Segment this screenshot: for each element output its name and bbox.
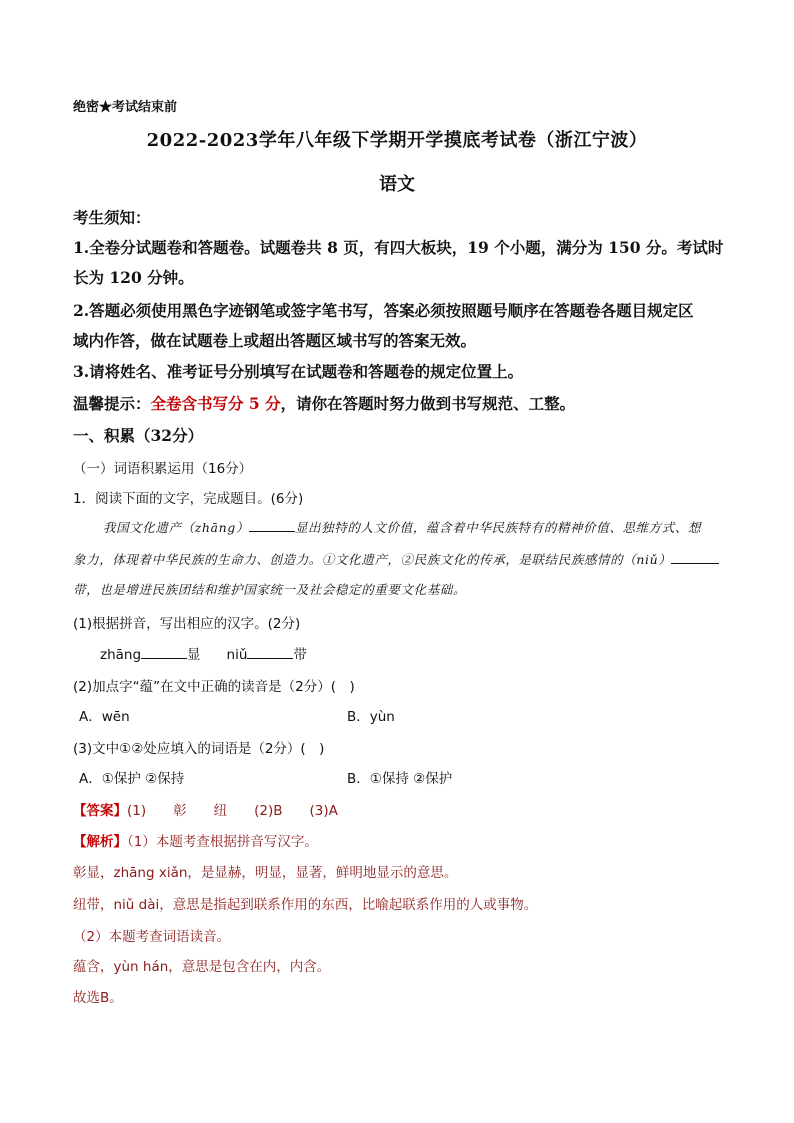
blank-zhang bbox=[249, 519, 295, 532]
pinyin-niu: niǔ bbox=[226, 647, 248, 663]
char-dai: 带 bbox=[293, 647, 307, 663]
analysis-zhangxian: 彰显，zhāng xiǎn，是显赫，明显，显著，鲜明地显示的意思。 bbox=[73, 865, 458, 881]
notice-item-1-line-2: 长为 120 分钟。 bbox=[73, 268, 194, 287]
notice-heading: 考生须知： bbox=[73, 208, 151, 227]
blank-niu bbox=[671, 551, 719, 564]
passage-line-2-a: 象力，体现着中华民族的生命力、创造力。 bbox=[73, 552, 322, 567]
analysis-line bbox=[73, 830, 318, 850]
passage-line-2-b: 文化遗产， bbox=[335, 552, 401, 567]
answer-line bbox=[73, 799, 338, 819]
warm-tip bbox=[73, 392, 575, 414]
sub-section-heading: （一）词语积累运用（16分） bbox=[73, 461, 253, 477]
circle-mark-2: ② bbox=[400, 552, 414, 567]
answer-blank-1 bbox=[141, 646, 187, 659]
sub-question-3-option-a: A．①保护 ②保持 bbox=[79, 771, 185, 787]
analysis-yunhan: 蕴含，yùn hán，意思是包含在内，内含。 bbox=[73, 959, 331, 975]
pinyin-zhang: zhāng bbox=[100, 647, 142, 663]
sub-question-3-option-b: B．①保持 ②保护 bbox=[347, 771, 453, 787]
analysis-intro: （1）本题考查根据拼音写汉字。 bbox=[127, 834, 318, 850]
sub-question-3: (3)文中①②处应填入的词语是（2分）( ) bbox=[73, 741, 325, 757]
analysis-niudai: 纽带，niǔ dài，意思是指起到联系作用的东西，比喻起联系作用的人或事物。 bbox=[73, 897, 538, 913]
secret-mark: 绝密★考试结束前 bbox=[73, 100, 178, 115]
question-1-stem: 1．阅读下面的文字，完成题目。(6分) bbox=[73, 491, 304, 507]
notice-item-2-line-1: 2.答题必须使用黑色字迹钢笔或签字笔书写，答案必须按照题号顺序在答题卷各题目规定区 bbox=[73, 301, 694, 320]
passage-line-1 bbox=[103, 518, 701, 536]
circle-mark-1: ① bbox=[321, 552, 336, 567]
passage-line-2-c: 民族文化的传承，是联结民族感情的（niǔ） bbox=[413, 552, 672, 567]
sub-question-2: (2)加点字“蕴”在文中正确的读音是（2分）( ) bbox=[73, 679, 355, 695]
passage-line-1-a: 我国文化遗产（zhāng） bbox=[103, 520, 249, 535]
sub-question-1-blanks bbox=[100, 643, 307, 663]
warm-tip-prefix: 温馨提示： bbox=[73, 394, 151, 413]
notice-item-1-line-1: 1.全卷分试题卷和答题卷。试题卷共 8 页，有四大板块，19 个小题，满分为 150 分。考试时 bbox=[73, 238, 724, 257]
exam-title: 2022-2023学年八年级下学期开学摸底考试卷（浙江宁波） bbox=[146, 130, 648, 151]
answer-values: (1) 彰 纽 (2)B (3)A bbox=[127, 803, 338, 819]
subject-title: 语文 bbox=[379, 174, 415, 195]
analysis-label: 【解析】 bbox=[73, 834, 127, 850]
notice-item-2-line-2: 域内作答，做在试题卷上或超出答题区域书写的答案无效。 bbox=[73, 331, 477, 350]
analysis-conclusion: 故选B。 bbox=[73, 990, 123, 1006]
passage-line-3: 带，也是增进民族团结和维护国家统一及社会稳定的重要文化基础。 bbox=[73, 582, 467, 597]
answer-blank-2 bbox=[247, 646, 293, 659]
sub-question-1: (1)根据拼音，写出相应的汉字。(2分) bbox=[73, 616, 301, 632]
passage-line-2 bbox=[73, 550, 719, 568]
notice-item-3: 3.请将姓名、准考证号分别填写在试题卷和答题卷的规定位置上。 bbox=[73, 362, 524, 381]
warm-tip-suffix: ，请你在答题时努力做到书写规范、工整。 bbox=[280, 394, 576, 413]
answer-label: 【答案】 bbox=[73, 803, 127, 819]
sub-question-2-option-b: B．yùn bbox=[347, 709, 395, 725]
char-xian: 显 bbox=[187, 647, 201, 663]
analysis-part-2: （2）本题考查词语读音。 bbox=[73, 929, 231, 945]
sub-question-2-option-a: A．wēn bbox=[79, 709, 130, 725]
section-heading: 一、积累（32分） bbox=[73, 426, 204, 445]
passage-line-1-b: 显出独特的人文价值，蕴含着中华民族特有的精神价值、思维方式、想 bbox=[294, 520, 702, 535]
warm-tip-highlight: 全卷含书写分 5 分 bbox=[150, 394, 281, 413]
